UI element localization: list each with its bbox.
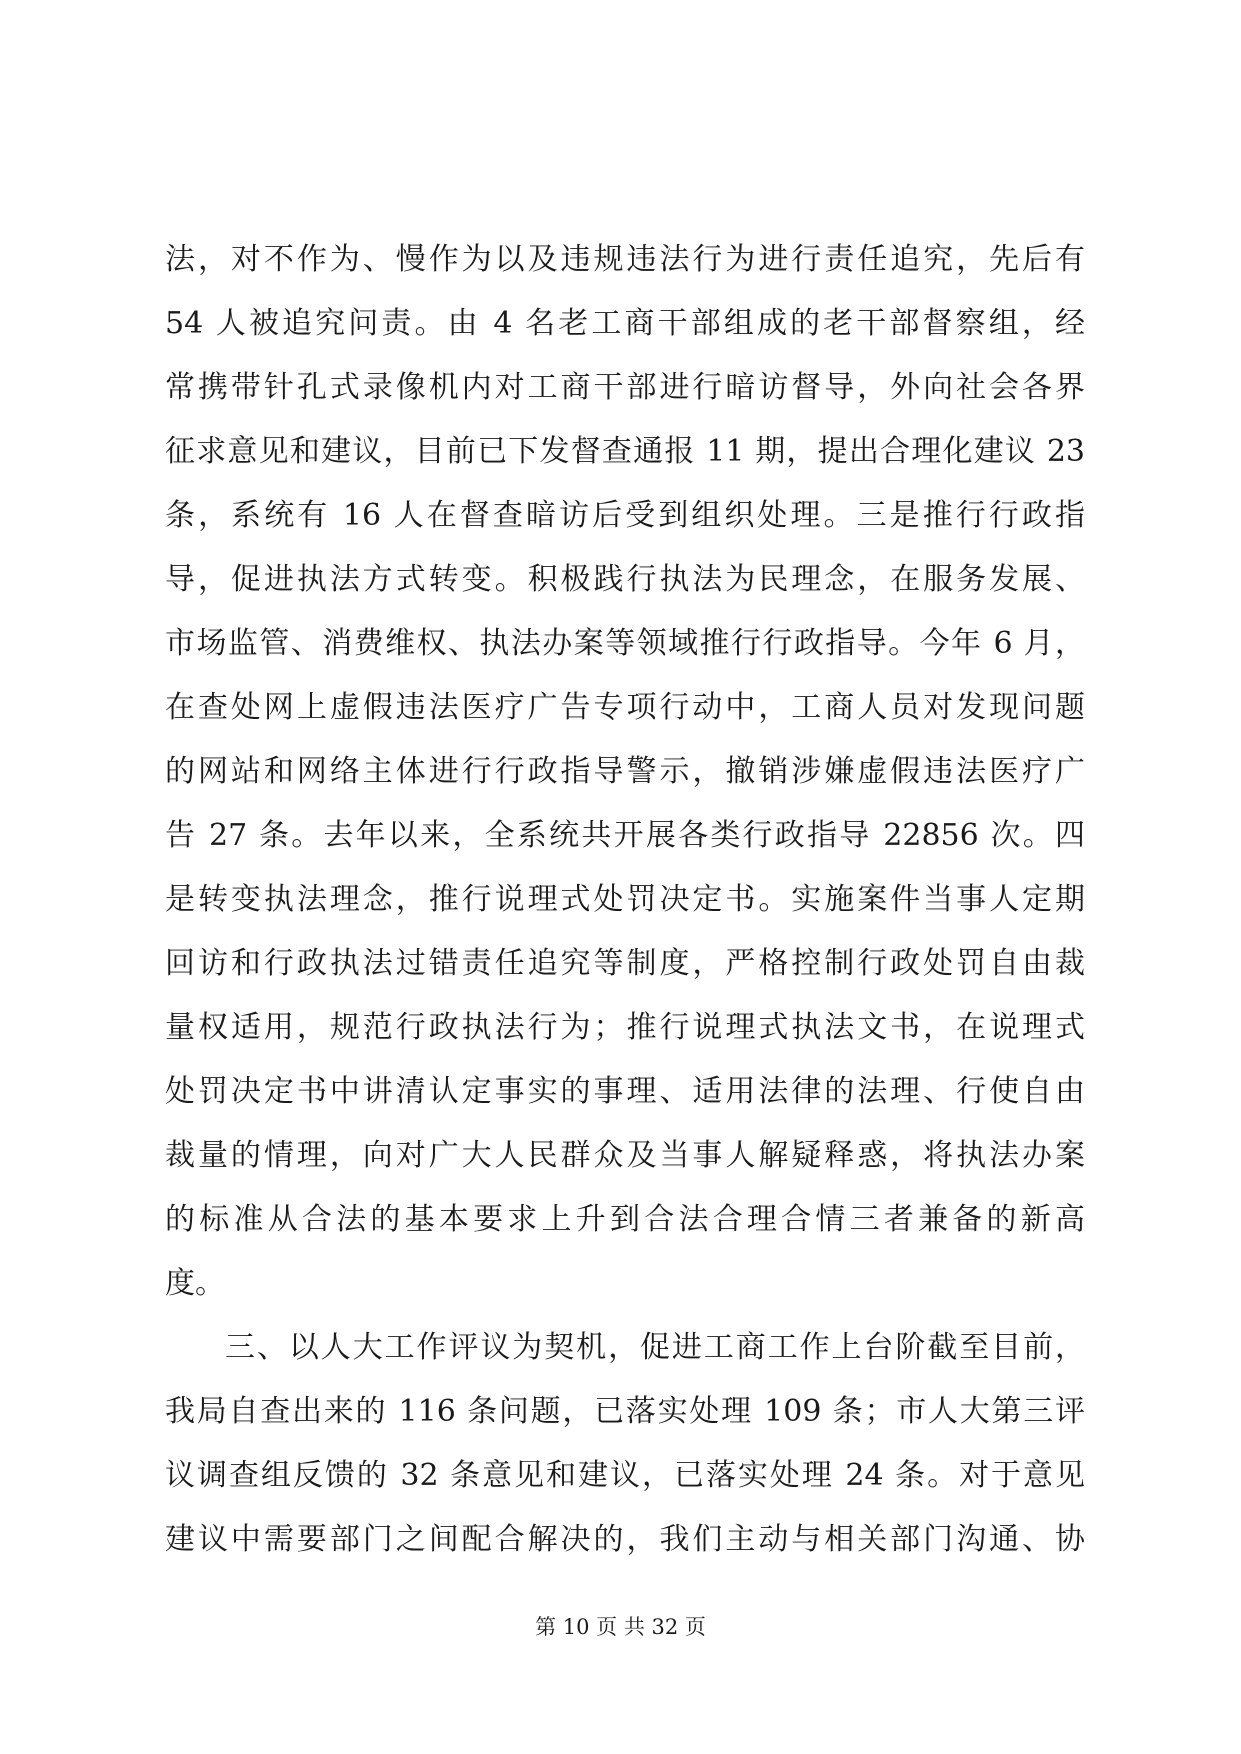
text-line: 是转变执法理念，推行说理式处罚决定书。实施案件当事人定期 [165,882,1085,917]
text-line: 我局自查出来的 116 条问题，已落实处理 109 条；市人大第三评 [165,1394,1085,1429]
text-line: 的标准从合法的基本要求上升到合法合理合情三者兼备的新高 [165,1202,1085,1237]
text-line: 市场监管、消费维权、执法办案等领域推行行政指导。今年 6 月， [165,626,1085,661]
text-line: 度。 [165,1266,225,1301]
text-line: 告 27 条。去年以来，全系统共开展各类行政指导 22856 次。四 [165,818,1085,853]
text-line: 建议中需要部门之间配合解决的，我们主动与相关部门沟通、协 [165,1522,1085,1557]
text-line: 回访和行政执法过错责任追究等制度，严格控制行政处罚自由裁 [165,946,1085,981]
page-number-footer: 第 10 页 共 32 页 [535,1615,706,1639]
text-line: 量权适用，规范行政执法行为；推行说理式执法文书，在说理式 [165,1010,1085,1045]
text-line: 条，系统有 16 人在督查暗访后受到组织处理。三是推行行政指 [165,498,1085,533]
text-line: 常携带针孔式录像机内对工商干部进行暗访督导，外向社会各界 [165,370,1085,405]
text-line: 裁量的情理，向对广大人民群众及当事人解疑释惑，将执法办案 [165,1138,1085,1173]
text-line: 征求意见和建议，目前已下发督查通报 11 期，提出合理化建议 23 [165,434,1085,469]
text-line: 议调查组反馈的 32 条意见和建议，已落实处理 24 条。对于意见 [165,1458,1085,1493]
text-line: 法，对不作为、慢作为以及违规违法行为进行责任追究，先后有 [165,242,1085,277]
body-text [165,228,1085,1572]
text-line: 导，促进执法方式转变。积极践行执法为民理念，在服务发展、 [165,562,1085,597]
text-line: 的网站和网络主体进行行政指导警示，撤销涉嫌虚假违法医疗广 [165,754,1085,789]
text-line: 在查处网上虚假违法医疗广告专项行动中，工商人员对发现问题 [165,690,1085,725]
text-line: 54 人被追究问责。由 4 名老工商干部组成的老干部督察组，经 [165,306,1085,341]
text-line: 处罚决定书中讲清认定事实的事理、适用法律的法理、行使自由 [165,1074,1085,1109]
section-heading-line: 三、以人大工作评议为契机，促进工商工作上台阶截至目前， [225,1330,1085,1365]
